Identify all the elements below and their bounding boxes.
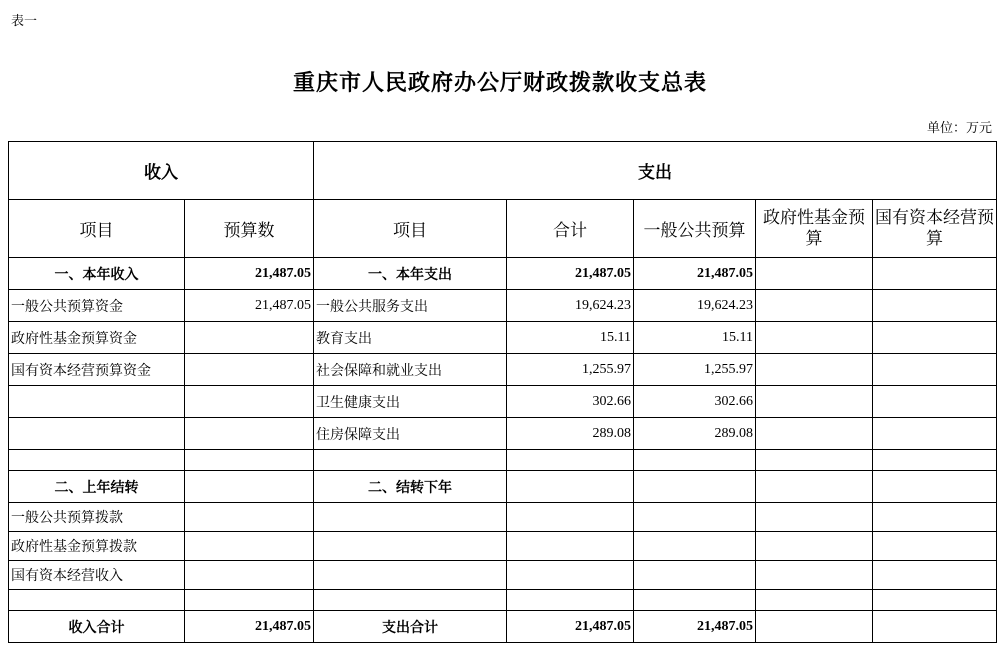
table-row [9, 561, 997, 590]
table-row [9, 471, 997, 503]
expense-capital-cell [873, 354, 997, 386]
expense-capital-cell [873, 450, 997, 471]
expense-total-cell: 19,624.23 [507, 290, 634, 322]
income-amount-cell: 21,487.05 [185, 258, 314, 290]
income-amount-cell: 21,487.05 [185, 290, 314, 322]
expense-general-cell: 1,255.97 [634, 354, 756, 386]
unit-label: 单位：万元 [926, 121, 992, 136]
income-amount-cell [185, 561, 314, 590]
expense-fund-cell [756, 258, 873, 290]
expense-total-cell [507, 471, 634, 503]
expense-general-total: 21,487.05 [634, 611, 756, 643]
expense-item-cell: 卫生健康支出 [314, 386, 507, 418]
expense-total-cell: 289.08 [507, 418, 634, 450]
expense-general-cell: 289.08 [634, 418, 756, 450]
expense-total-amount: 21,487.05 [507, 611, 634, 643]
income-amount-cell [185, 450, 314, 471]
income-amount-cell [185, 503, 314, 532]
expense-general-cell [634, 471, 756, 503]
expense-item-header: 项目 [314, 200, 507, 258]
expense-fund-cell [756, 561, 873, 590]
expense-item-cell [314, 590, 507, 611]
expense-general-cell [634, 450, 756, 471]
expense-item-cell: 社会保障和就业支出 [314, 354, 507, 386]
table-row [9, 290, 997, 322]
expense-general-cell [634, 561, 756, 590]
expense-total-cell [507, 561, 634, 590]
expense-item-cell: 一、本年支出 [314, 258, 507, 290]
expense-total-label: 支出合计 [314, 611, 507, 643]
income-item-cell: 二、上年结转 [9, 471, 185, 503]
total-row [9, 611, 997, 643]
expense-item-cell [314, 503, 507, 532]
expense-capital-cell [873, 322, 997, 354]
income-item-cell: 政府性基金预算资金 [9, 322, 185, 354]
header-row-sub [9, 200, 997, 258]
income-amount-cell [185, 322, 314, 354]
expense-capital-cell [873, 590, 997, 611]
income-total-amount: 21,487.05 [185, 611, 314, 643]
expense-total-cell: 1,255.97 [507, 354, 634, 386]
expense-total-cell: 302.66 [507, 386, 634, 418]
table-row [9, 354, 997, 386]
expense-capital-cell [873, 386, 997, 418]
expense-general-cell: 19,624.23 [634, 290, 756, 322]
expense-fund-cell [756, 386, 873, 418]
income-item-cell: 国有资本经营收入 [9, 561, 185, 590]
expense-fund-cell [756, 290, 873, 322]
expense-fund-cell [756, 418, 873, 450]
expense-total-cell: 21,487.05 [507, 258, 634, 290]
expense-item-cell [314, 532, 507, 561]
income-amount-cell [185, 532, 314, 561]
expense-capital-cell [873, 290, 997, 322]
income-item-cell [9, 418, 185, 450]
expense-fund-cell [756, 611, 873, 643]
expense-header: 支出 [314, 142, 997, 200]
expense-total-cell [507, 503, 634, 532]
income-item-cell [9, 590, 185, 611]
expense-item-cell: 教育支出 [314, 322, 507, 354]
table-label: 表一 [11, 14, 38, 29]
income-amount-cell [185, 471, 314, 503]
expense-total-cell [507, 590, 634, 611]
expense-fund-cell [756, 532, 873, 561]
expense-capital-cell [873, 418, 997, 450]
income-item-cell: 一、本年收入 [9, 258, 185, 290]
table-row [9, 503, 997, 532]
income-header: 收入 [9, 142, 314, 200]
expense-general-cell: 302.66 [634, 386, 756, 418]
income-item-cell: 政府性基金预算拨款 [9, 532, 185, 561]
table-row [9, 532, 997, 561]
expense-general-cell [634, 532, 756, 561]
expense-item-cell: 二、结转下年 [314, 471, 507, 503]
expense-capital-cell [873, 258, 997, 290]
income-item-cell: 一般公共预算拨款 [9, 503, 185, 532]
expense-capital-cell [873, 471, 997, 503]
income-item-header: 项目 [9, 200, 185, 258]
expense-total-header: 合计 [507, 200, 634, 258]
expense-total-cell [507, 450, 634, 471]
expense-total-cell: 15.11 [507, 322, 634, 354]
expense-general-cell [634, 590, 756, 611]
expense-capital-cell [873, 561, 997, 590]
table-row [9, 322, 997, 354]
expense-general-cell [634, 503, 756, 532]
table-row [9, 258, 997, 290]
income-total-label: 收入合计 [9, 611, 185, 643]
expense-item-cell [314, 561, 507, 590]
expense-fund-cell [756, 590, 873, 611]
expense-capital-cell [873, 611, 997, 643]
expense-fund-cell [756, 471, 873, 503]
income-item-cell: 一般公共预算资金 [9, 290, 185, 322]
expense-fund-cell [756, 503, 873, 532]
income-amount-cell [185, 590, 314, 611]
income-amount-cell [185, 418, 314, 450]
expense-total-cell [507, 532, 634, 561]
income-item-cell: 国有资本经营预算资金 [9, 354, 185, 386]
table-row [9, 386, 997, 418]
income-budget-header: 预算数 [185, 200, 314, 258]
expense-capital-cell [873, 532, 997, 561]
table-row [9, 450, 997, 471]
expense-general-header: 一般公共预算 [634, 200, 756, 258]
expense-general-cell: 21,487.05 [634, 258, 756, 290]
income-item-cell [9, 386, 185, 418]
table-row [9, 590, 997, 611]
income-amount-cell [185, 386, 314, 418]
income-item-cell [9, 450, 185, 471]
expense-item-cell: 住房保障支出 [314, 418, 507, 450]
table-row [9, 418, 997, 450]
revenue-expenditure-table [8, 141, 997, 643]
document-title: 重庆市人民政府办公厅财政拨款收支总表 [292, 70, 707, 96]
expense-state-capital-header: 国有资本经营预算 [873, 200, 997, 258]
expense-fund-cell [756, 354, 873, 386]
expense-capital-cell [873, 503, 997, 532]
expense-item-cell [314, 450, 507, 471]
expense-item-cell: 一般公共服务支出 [314, 290, 507, 322]
expense-fund-cell [756, 322, 873, 354]
header-row-top [9, 142, 997, 200]
expense-fund-header: 政府性基金预算 [756, 200, 873, 258]
expense-general-cell: 15.11 [634, 322, 756, 354]
expense-fund-cell [756, 450, 873, 471]
income-amount-cell [185, 354, 314, 386]
